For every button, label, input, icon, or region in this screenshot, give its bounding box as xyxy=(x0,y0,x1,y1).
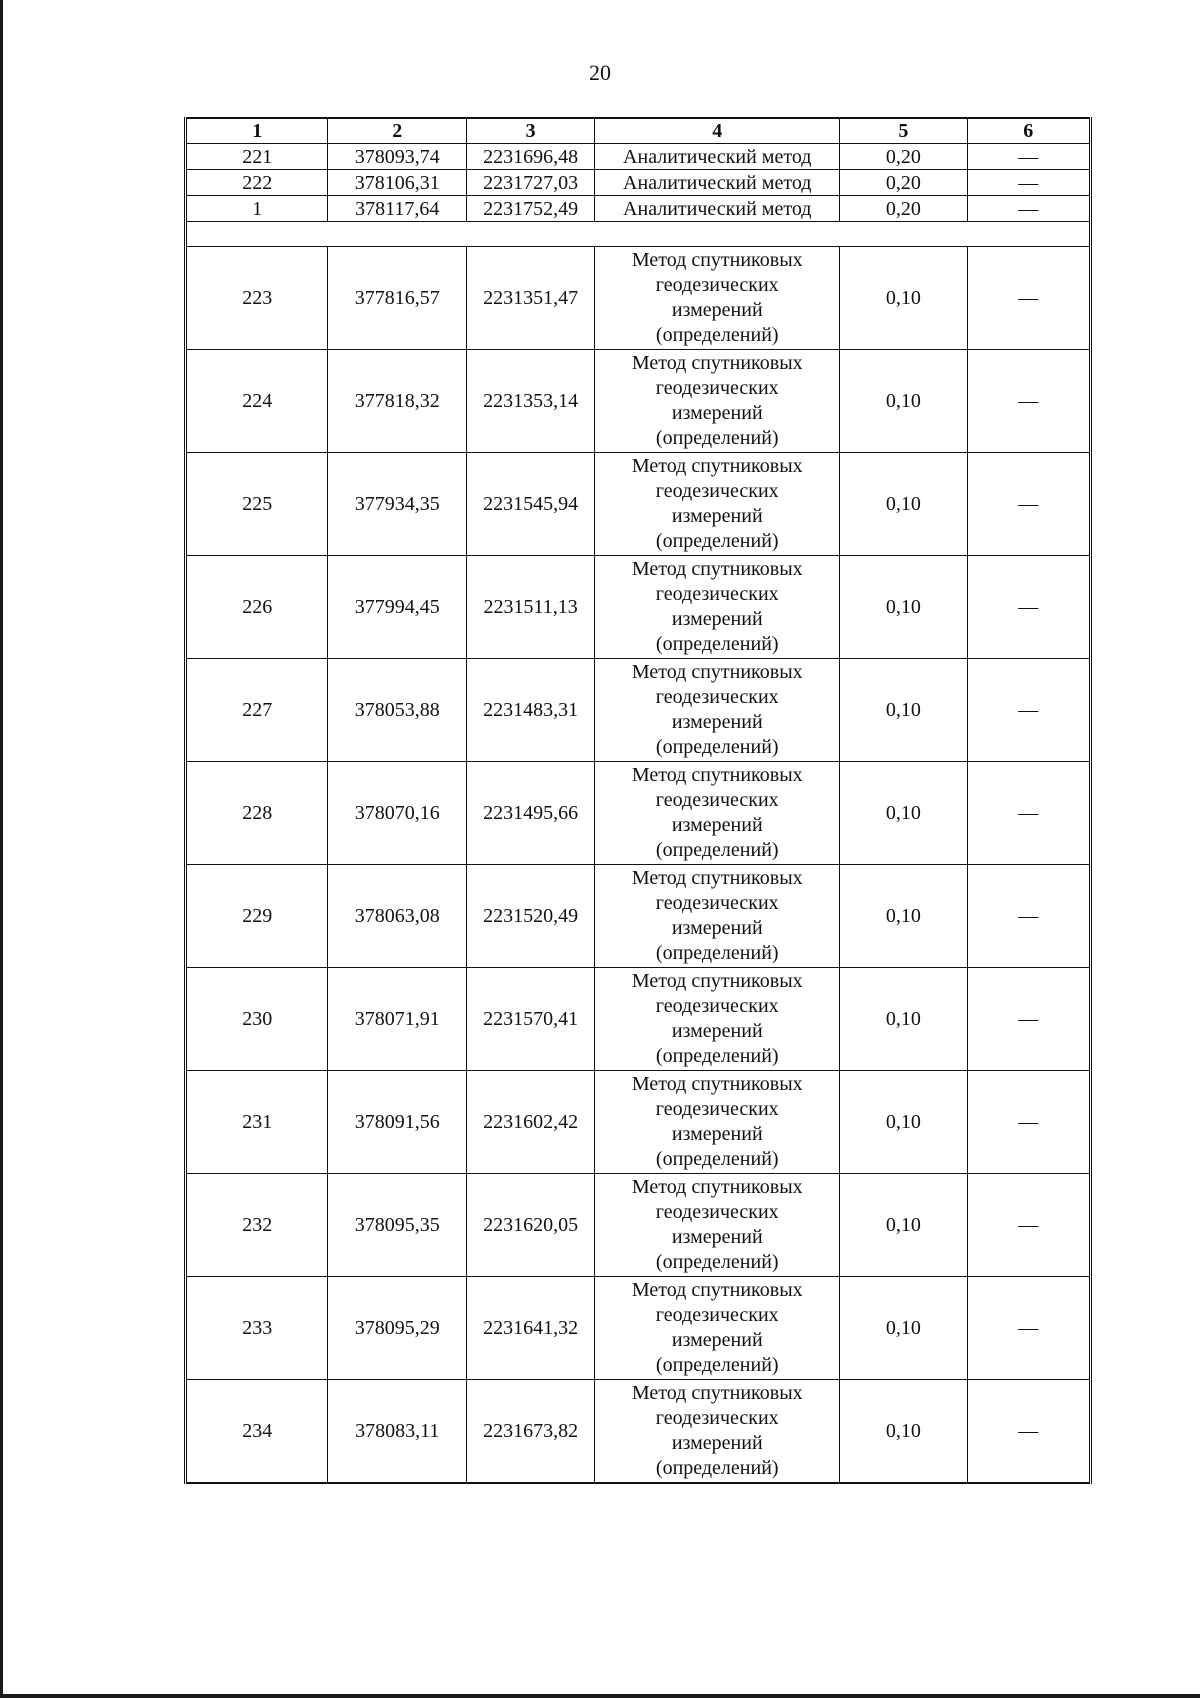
cell-y-coordinate: 2231545,94 xyxy=(466,453,594,556)
cell-point-number: 228 xyxy=(186,762,328,865)
contour-separator-cell xyxy=(186,222,1091,247)
cell-point-number: 231 xyxy=(186,1071,328,1174)
cell-method: Метод спутниковых геодезических измерений (определений) xyxy=(595,1380,840,1484)
cell-note: — xyxy=(967,350,1090,453)
cell-x-coordinate: 378053,88 xyxy=(328,659,466,762)
table-row xyxy=(186,1174,1091,1277)
cell-method: Метод спутниковых геодезических измерений (определений) xyxy=(595,556,840,659)
cell-method: Метод спутниковых геодезических измерений (определений) xyxy=(595,659,840,762)
cell-point-number: 225 xyxy=(186,453,328,556)
cell-y-coordinate: 2231727,03 xyxy=(466,170,594,196)
table-row xyxy=(186,968,1091,1071)
table-row xyxy=(186,762,1091,865)
cell-accuracy: 0,10 xyxy=(840,1277,967,1380)
cell-point-number: 230 xyxy=(186,968,328,1071)
cell-accuracy: 0,20 xyxy=(840,196,967,222)
header-col-2: 2 xyxy=(328,118,466,144)
cell-note: — xyxy=(967,556,1090,659)
cell-point-number: 222 xyxy=(186,170,328,196)
cell-y-coordinate: 2231511,13 xyxy=(466,556,594,659)
cell-point-number: 232 xyxy=(186,1174,328,1277)
cell-x-coordinate: 378117,64 xyxy=(328,196,466,222)
table-row xyxy=(186,1071,1091,1174)
scan-edge-left xyxy=(0,0,3,1698)
table-row xyxy=(186,659,1091,762)
cell-y-coordinate: 2231620,05 xyxy=(466,1174,594,1277)
scan-edge-bottom xyxy=(0,1694,1200,1698)
cell-point-number: 227 xyxy=(186,659,328,762)
cell-y-coordinate: 2231602,42 xyxy=(466,1071,594,1174)
cell-y-coordinate: 2231752,49 xyxy=(466,196,594,222)
cell-x-coordinate: 378106,31 xyxy=(328,170,466,196)
cell-y-coordinate: 2231495,66 xyxy=(466,762,594,865)
cell-accuracy: 0,10 xyxy=(840,762,967,865)
table-header xyxy=(186,118,1091,144)
cell-point-number: 234 xyxy=(186,1380,328,1484)
table-row xyxy=(186,556,1091,659)
cell-method: Метод спутниковых геодезических измерений (определений) xyxy=(595,453,840,556)
cell-accuracy: 0,20 xyxy=(840,144,967,170)
page-number: 20 xyxy=(589,60,611,85)
cell-accuracy: 0,10 xyxy=(840,865,967,968)
cell-x-coordinate: 377994,45 xyxy=(328,556,466,659)
cell-x-coordinate: 378070,16 xyxy=(328,762,466,865)
coordinates-table xyxy=(184,117,1092,1484)
cell-x-coordinate: 378095,35 xyxy=(328,1174,466,1277)
cell-y-coordinate: 2231483,31 xyxy=(466,659,594,762)
cell-accuracy: 0,10 xyxy=(840,1071,967,1174)
cell-y-coordinate: 2231673,82 xyxy=(466,1380,594,1484)
cell-method: Метод спутниковых геодезических измерений (определений) xyxy=(595,968,840,1071)
cell-accuracy: 0,10 xyxy=(840,350,967,453)
table-row xyxy=(186,247,1091,350)
cell-note: — xyxy=(967,659,1090,762)
cell-accuracy: 0,10 xyxy=(840,556,967,659)
cell-accuracy: 0,10 xyxy=(840,247,967,350)
cell-x-coordinate: 377818,32 xyxy=(328,350,466,453)
cell-note: — xyxy=(967,144,1090,170)
table-row xyxy=(186,453,1091,556)
table-row xyxy=(186,1380,1091,1484)
table-row xyxy=(186,196,1091,222)
cell-point-number: 223 xyxy=(186,247,328,350)
cell-note: — xyxy=(967,196,1090,222)
cell-method: Метод спутниковых геодезических измерений (определений) xyxy=(595,247,840,350)
cell-note: — xyxy=(967,762,1090,865)
cell-x-coordinate: 377934,35 xyxy=(328,453,466,556)
header-row xyxy=(186,118,1091,144)
cell-accuracy: 0,10 xyxy=(840,453,967,556)
cell-method: Аналитический метод xyxy=(595,196,840,222)
cell-note: — xyxy=(967,1277,1090,1380)
cell-note: — xyxy=(967,170,1090,196)
cell-x-coordinate: 378095,29 xyxy=(328,1277,466,1380)
cell-method: Метод спутниковых геодезических измерений (определений) xyxy=(595,1071,840,1174)
table-row xyxy=(186,170,1091,196)
cell-method: Метод спутниковых геодезических измерений (определений) xyxy=(595,1277,840,1380)
cell-accuracy: 0,10 xyxy=(840,1174,967,1277)
cell-note: — xyxy=(967,968,1090,1071)
table-row xyxy=(186,144,1091,170)
cell-accuracy: 0,20 xyxy=(840,170,967,196)
cell-point-number: 1 xyxy=(186,196,328,222)
cell-x-coordinate: 377816,57 xyxy=(328,247,466,350)
cell-point-number: 224 xyxy=(186,350,328,453)
cell-note: — xyxy=(967,1174,1090,1277)
cell-point-number: 229 xyxy=(186,865,328,968)
cell-y-coordinate: 2231570,41 xyxy=(466,968,594,1071)
cell-note: — xyxy=(967,247,1090,350)
cell-method: Метод спутниковых геодезических измерений (определений) xyxy=(595,865,840,968)
cell-method: Аналитический метод xyxy=(595,170,840,196)
header-col-1: 1 xyxy=(186,118,328,144)
cell-y-coordinate: 2231353,14 xyxy=(466,350,594,453)
cell-x-coordinate: 378091,56 xyxy=(328,1071,466,1174)
contour-separator-row xyxy=(186,222,1091,247)
table-body xyxy=(186,144,1091,1484)
header-col-6: 6 xyxy=(967,118,1090,144)
table-row xyxy=(186,350,1091,453)
cell-x-coordinate: 378083,11 xyxy=(328,1380,466,1484)
cell-x-coordinate: 378093,74 xyxy=(328,144,466,170)
header-col-4: 4 xyxy=(595,118,840,144)
cell-point-number: 226 xyxy=(186,556,328,659)
cell-y-coordinate: 2231351,47 xyxy=(466,247,594,350)
cell-note: — xyxy=(967,1071,1090,1174)
cell-note: — xyxy=(967,865,1090,968)
cell-x-coordinate: 378071,91 xyxy=(328,968,466,1071)
cell-accuracy: 0,10 xyxy=(840,1380,967,1484)
cell-x-coordinate: 378063,08 xyxy=(328,865,466,968)
cell-accuracy: 0,10 xyxy=(840,968,967,1071)
cell-method: Метод спутниковых геодезических измерений (определений) xyxy=(595,350,840,453)
header-col-5: 5 xyxy=(840,118,967,144)
cell-note: — xyxy=(967,453,1090,556)
cell-point-number: 221 xyxy=(186,144,328,170)
cell-y-coordinate: 2231520,49 xyxy=(466,865,594,968)
table-row xyxy=(186,865,1091,968)
cell-point-number: 233 xyxy=(186,1277,328,1380)
cell-method: Метод спутниковых геодезических измерений (определений) xyxy=(595,1174,840,1277)
cell-note: — xyxy=(967,1380,1090,1484)
cell-method: Метод спутниковых геодезических измерений (определений) xyxy=(595,762,840,865)
table-row xyxy=(186,1277,1091,1380)
cell-accuracy: 0,10 xyxy=(840,659,967,762)
cell-method: Аналитический метод xyxy=(595,144,840,170)
cell-y-coordinate: 2231641,32 xyxy=(466,1277,594,1380)
header-col-3: 3 xyxy=(466,118,594,144)
cell-y-coordinate: 2231696,48 xyxy=(466,144,594,170)
